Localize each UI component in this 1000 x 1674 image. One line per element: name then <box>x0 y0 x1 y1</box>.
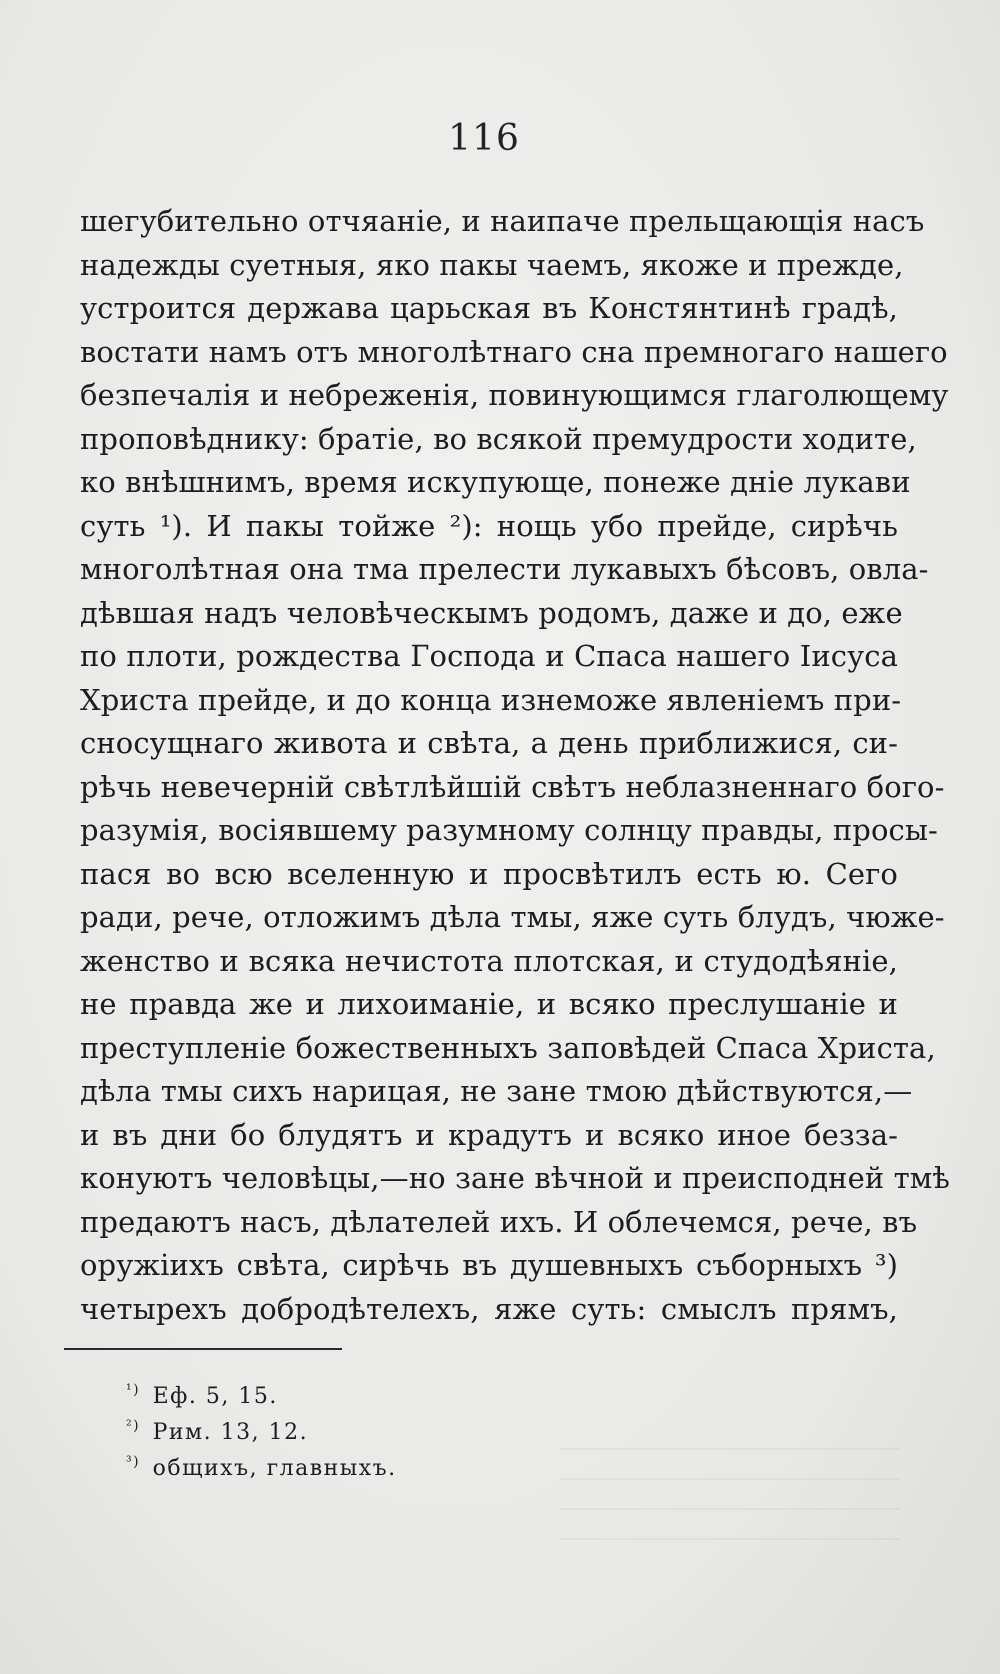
text-line: многолѣтная она тма прелести лукавыхъ бѣсовъ, овла- <box>80 552 929 586</box>
footnote-mark: ¹) <box>126 1382 141 1398</box>
text-line: суть ¹). И пакы тойже ²): нощь убо прейде, сирѣчь <box>80 508 898 543</box>
footnote-mark: ²) <box>126 1418 141 1434</box>
text-line: преступленіе божественныхъ заповѣдей Спаса Христа, <box>80 1030 936 1065</box>
footnote-divider <box>64 1348 342 1350</box>
text-line: разумія, восіявшему разумному солнцу правды, просы- <box>80 813 938 847</box>
footnote-text: общихъ, главныхъ. <box>152 1456 397 1481</box>
text-line: сносущнаго живота и свѣта, а день приближися, си- <box>80 726 898 760</box>
text-line: и въ дни бо блудятъ и крадутъ и всяко иное безза- <box>80 1117 898 1152</box>
page-number: 116 <box>448 118 520 159</box>
text-line: Христа прейде, и до конца изнеможе явленіемъ при- <box>80 682 902 717</box>
text-line: надежды суетныя, яко пакы чаемъ, якоже и прежде, <box>80 247 904 282</box>
footnote-text: Рим. 13, 12. <box>152 1420 309 1445</box>
text-line: устроится держава царьская въ Констянтинѣ градѣ, <box>80 291 898 325</box>
text-line: ради, рече, отложимъ дѣла тмы, яже суть блудъ, чюже- <box>80 900 945 934</box>
body-text <box>80 200 951 1331</box>
text-line: женство и всяка нечистота плотская, и студодѣяніе, <box>80 943 898 978</box>
show-through-shadow <box>560 1420 900 1540</box>
text-line: четырехъ добродѣтелехъ, яже суть: смыслъ прямъ, <box>80 1291 898 1326</box>
text-line: конуютъ человѣцы,—но зане вѣчной и преисподней тмѣ <box>80 1161 951 1195</box>
text-line: востати намъ отъ многолѣтнаго сна премногаго нашего <box>80 334 948 369</box>
text-line: дѣла тмы сихъ нарицая, не зане тмою дѣйствуются,— <box>80 1074 913 1108</box>
text-line: оружіихъ свѣта, сирѣчь въ душевныхъ съборныхъ ³) <box>80 1248 898 1282</box>
text-line: шегубительно отчяаніе, и наипаче прельщающія насъ <box>80 204 925 238</box>
text-line: по плоти, рождества Господа и Спаса нашего Іисуса <box>80 639 898 673</box>
text-line: ко внѣшнимъ, время искупующе, понеже дніе лукави <box>80 465 911 499</box>
footnote-text: Еф. 5, 15. <box>152 1384 278 1409</box>
footnote-mark: ³) <box>126 1454 141 1470</box>
footnote-1 <box>126 1372 726 1408</box>
text-line: проповѣднику: братіе, во всякой премудрости ходите, <box>80 421 917 456</box>
text-line: рѣчь невечерній свѣтлѣйшій свѣтъ неблазненнаго бого- <box>80 769 945 804</box>
text-line: безпечалія и небреженія, повинующимся глаголющему <box>80 378 949 412</box>
text-line: дѣвшая надъ человѣческымъ родомъ, даже и до, еже <box>80 595 903 630</box>
text-line: не правда же и лихоиманіе, и всяко преслушаніе и <box>80 987 898 1021</box>
text-line: предаютъ насъ, дѣлателей ихъ. И облечемся, рече, въ <box>80 1204 918 1239</box>
text-line: пася во всю вселенную и просвѣтилъ есть ю. Сего <box>80 856 898 891</box>
